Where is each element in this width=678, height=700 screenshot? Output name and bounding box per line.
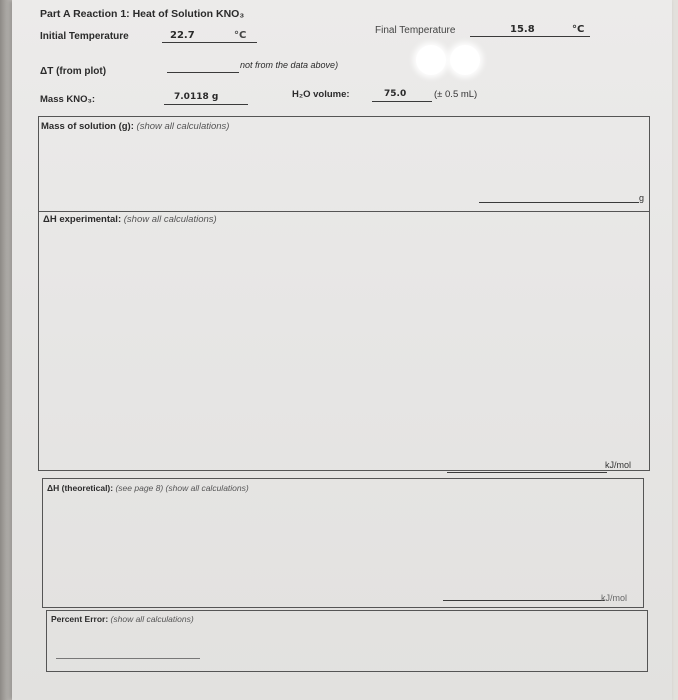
dh-theoretical-box [42,478,644,608]
percent-error-hint: (show all calculations) [110,614,194,624]
light-glare [416,45,446,75]
h2o-volume-value: 75.0 [384,89,407,99]
delta-t-label: ΔT (from plot) [40,66,107,77]
mass-kno3-label: Mass KNO₃: [40,94,96,105]
h2o-volume-uncertainty: (± 0.5 mL) [434,89,478,100]
dh-exp-hint: (show all calculations) [123,214,217,225]
percent-error-title: Percent Error: [51,614,109,624]
percent-error-box [46,610,648,672]
mass-solution-unit: g [639,193,645,203]
percent-error-answer-line [56,658,200,659]
initial-temp-line [162,42,257,43]
mass-solution-label [41,121,229,132]
dh-theo-answer-line [443,600,605,601]
dh-theo-label [47,483,249,493]
worksheet-page [12,0,672,700]
mass-kno3-value: 7.0118 g [174,92,219,102]
dh-exp-title: ΔH experimental: [43,214,122,225]
final-temp-unit: °C [572,24,585,35]
mass-solution-title: Mass of solution (g): [41,121,134,132]
h2o-volume-line [372,101,432,102]
final-temp-label: Final Temperature [375,25,456,36]
h2o-volume-label: H₂O volume: [292,89,350,100]
dh-exp-answer-line [447,472,607,473]
mass-kno3-line [164,104,248,105]
mass-solution-hint: (show all calculations) [136,121,230,132]
percent-error-label [51,614,194,624]
delta-t-note: not from the data above) [240,60,339,70]
mass-solution-answer-line [479,202,639,203]
part-title: Part A Reaction 1: Heat of Solution KNO₃ [40,8,245,20]
final-temp-value: 15.8 [510,24,535,35]
initial-temp-unit: °C [234,30,247,41]
dh-theo-hint: (see page 8) (show all calculations) [115,483,249,493]
dh-theo-unit: kJ/mol [601,593,628,603]
final-temp-line [470,36,590,37]
dh-theo-title: ΔH (theoretical): [47,483,114,493]
delta-t-line [167,72,239,73]
dh-exp-unit: kJ/mol [605,460,632,470]
mass-solution-box [38,116,650,212]
initial-temp-label: Initial Temperature [40,31,129,42]
dh-exp-label [43,214,217,225]
dh-experimental-box [38,210,650,471]
initial-temp-value: 22.7 [170,30,195,41]
light-glare [450,45,480,75]
